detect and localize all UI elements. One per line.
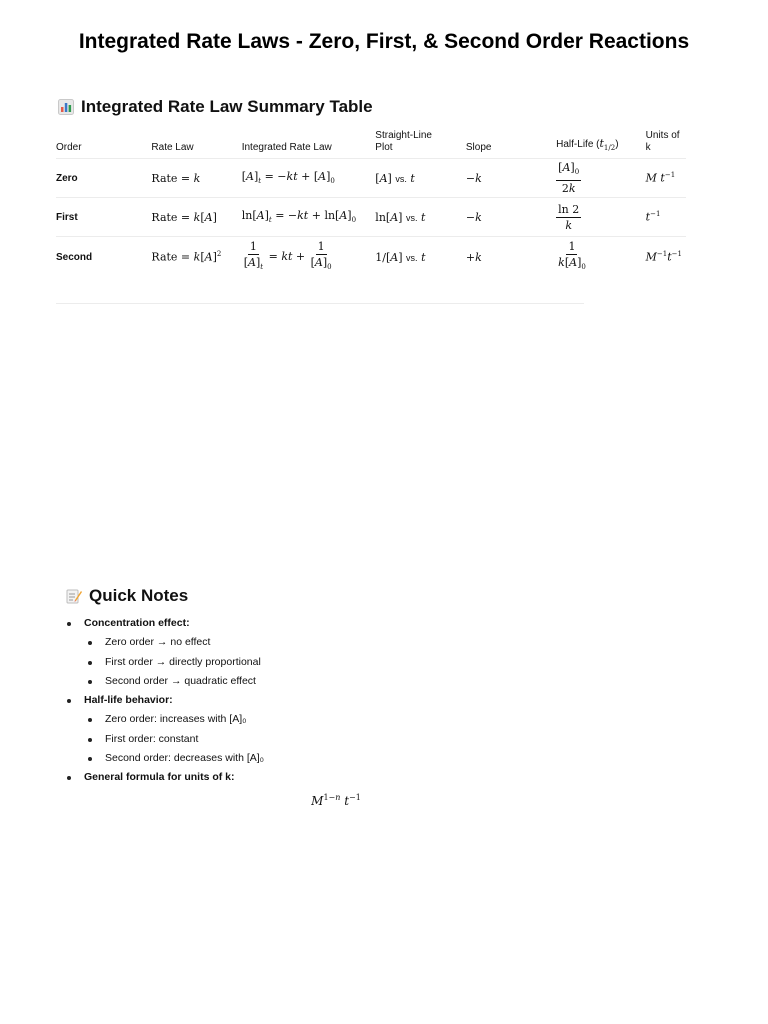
col-half-life: Half-Life $(t_{1/2})$ xyxy=(556,126,646,159)
bar-chart-icon xyxy=(58,99,74,115)
integrated-cell: $[A]_t = -kt + [A]_0$ xyxy=(242,159,376,198)
table-row xyxy=(56,159,686,198)
integrated-cell: $\frac{1}{[A]_t}$ = kt + $\frac{1}{[A]_0}$ xyxy=(243,239,332,272)
half-life-cell: $\frac{\ln 2}{k}$ xyxy=(556,198,646,237)
slope-cell: −k xyxy=(466,198,556,237)
rate-law-cell: Rate = k xyxy=(151,159,241,198)
list-item: Second order → quadratic effect xyxy=(66,672,264,691)
order-cell: Second xyxy=(56,251,93,263)
col-units: Units of k xyxy=(646,126,686,159)
rate-law-cell: Rate = k[A] xyxy=(151,198,241,237)
list-item: Concentration effect: xyxy=(66,614,264,633)
list-item: Zero order: increases with [A]₀ xyxy=(66,710,264,729)
list-item: Second order: decreases with [A]₀ xyxy=(66,749,264,768)
notes-list xyxy=(66,614,264,788)
order-cell: Zero xyxy=(56,159,151,198)
list-item: General formula for units of k: xyxy=(66,768,264,787)
slope-cell: +k xyxy=(465,250,482,264)
table-row xyxy=(56,237,686,278)
col-slope: Slope xyxy=(466,126,556,159)
notes-heading-text: Quick Notes xyxy=(89,586,189,605)
list-item: First order: constant xyxy=(66,730,264,749)
slope-cell: −k xyxy=(466,159,556,198)
memo-icon xyxy=(66,588,82,604)
page-title: Integrated Rate Laws - Zero, First, & Second Order Reactions xyxy=(78,30,690,53)
table-row xyxy=(56,198,686,237)
plot-cell: [A] vs. t xyxy=(375,159,466,198)
plot-cell: 1/[A] vs. t xyxy=(375,250,426,264)
units-cell: $t^{-1}$ xyxy=(646,198,686,237)
summary-heading-text: Integrated Rate Law Summary Table xyxy=(81,97,373,116)
plot-cell: ln[A] vs. t xyxy=(375,198,466,237)
table-header-row xyxy=(56,126,686,159)
half-life-cell: $\frac{1}{k[A]_0}$ xyxy=(558,239,586,272)
notes-heading xyxy=(66,586,188,606)
integrated-cell: $\ln[A]_t = -kt + \ln[A]_0$ xyxy=(242,198,376,237)
units-cell: $M^{-1}t^{-1}$ xyxy=(645,250,682,264)
col-plot: Straight-Line Plot xyxy=(375,126,466,159)
col-order: Order xyxy=(56,126,151,159)
rate-law-cell: Rate = $k[A]^2$ xyxy=(151,250,222,264)
units-formula: $M^{1-n}$ $t^{-1}$ xyxy=(311,793,361,808)
list-item: First order → directly proportional xyxy=(66,653,264,672)
col-integrated: Integrated Rate Law xyxy=(242,126,376,159)
half-life-cell: $\frac{[A]_0}{2k}$ xyxy=(556,159,646,198)
list-item: Half-life behavior: xyxy=(66,691,264,710)
units-cell: M $t^{-1}$ xyxy=(646,159,686,198)
summary-heading xyxy=(58,97,373,117)
divider xyxy=(56,303,584,304)
col-rate-law: Rate Law xyxy=(151,126,241,159)
order-cell: First xyxy=(56,198,151,237)
summary-table xyxy=(56,126,686,277)
list-item: Zero order → no effect xyxy=(66,633,264,652)
